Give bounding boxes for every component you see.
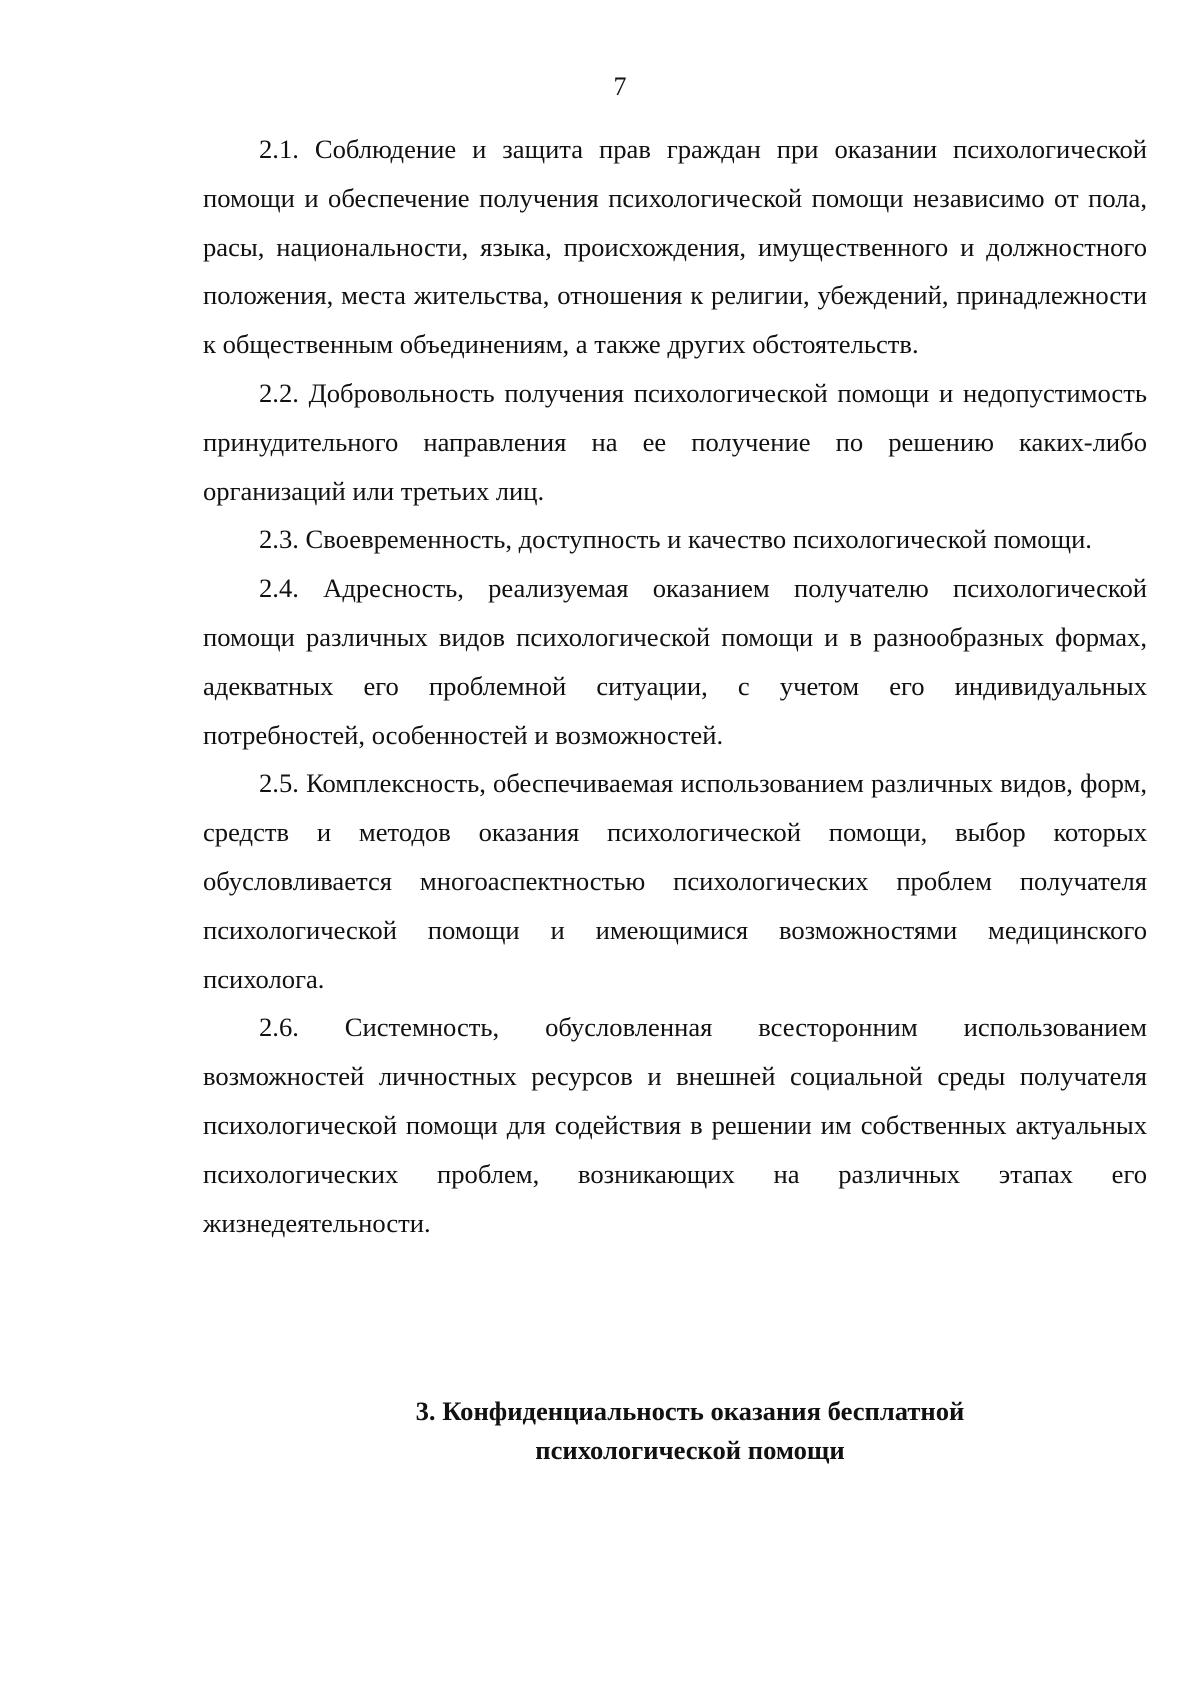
page-number: 7 bbox=[613, 72, 627, 101]
paragraph-2-3: 2.3. Своевременность, доступность и качество психологической помощи. bbox=[259, 524, 1092, 555]
section-heading-line-1: 3. Конфиденциальность оказания бесплатной bbox=[415, 1396, 965, 1426]
paragraph-2-2: 2.2. Добровольность получения психологической помощи и недопустимость принудительного направления на ее получение по решению каких-либо организаций или третьих лиц. bbox=[203, 377, 1147, 506]
paragraph-2-1: 2.1. Соблюдение и защита прав граждан при оказании психологической помощи и обеспечение получения психологической помощи независимо от пола, расы, национальности, языка, происхождения, имущественного и должностного положения, места жительства, отношения к религии, убеждений, принадлежности к общественным объединениям, а также других обстоятельств. bbox=[203, 134, 1147, 360]
paragraph-2-5: 2.5. Комплексность, обеспечиваемая использованием различных видов, форм, средств и методов оказания психологической помощи, выбор которых обусловливается многоаспектностью психологических проблем получателя психологической помощи и имеющимися возможностями медицинского психолога. bbox=[203, 768, 1147, 994]
paragraph-2-4: 2.4. Адресность, реализуемая оказанием получателю психологической помощи различных видов психологической помощи и в разнообразных формах, адекватных его проблемной ситуации, с учетом его индивидуальных потребностей, особенностей и возможностей. bbox=[203, 573, 1147, 750]
section-heading bbox=[203, 1392, 1147, 1470]
section-heading-line-2: психологической помощи bbox=[535, 1435, 845, 1465]
paragraph-2-6: 2.6. Системность, обусловленная всесторонним использованием возможностей личностных ресурсов и внешней социальной среды получателя психологической помощи для содействия в решении им собственных актуальных психологических проблем, возникающих на различных этапах его жизнедеятельности. bbox=[203, 1012, 1147, 1238]
document-body bbox=[203, 125, 1147, 1247]
